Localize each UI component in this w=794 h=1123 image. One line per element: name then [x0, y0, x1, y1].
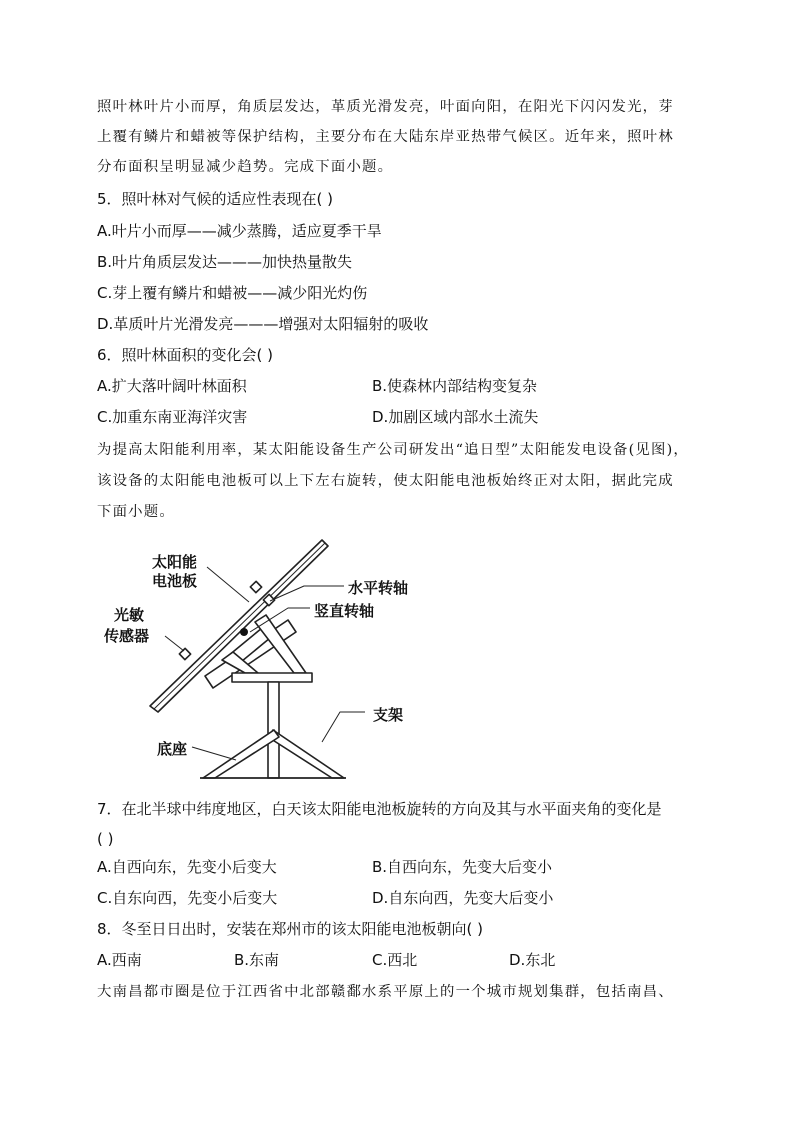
question-6-stem: 6．照叶林面积的变化会( ) — [97, 346, 274, 364]
question-8-option-b: B.东南 — [234, 951, 280, 969]
passage2-line: 为提高太阳能利用率，某太阳能设备生产公司研发出“追日型”太阳能发电设备(见图)， — [97, 442, 690, 458]
passage1-line: 上覆有鳞片和蜡被等保护结构，主要分布在大陆东岸亚热带气候区。近年来，照叶林 — [97, 129, 674, 145]
question-5-option-a: A.叶片小而厚——减少蒸腾，适应夏季干旱 — [97, 222, 382, 240]
question-6-option-d: D.加剧区域内部水土流失 — [372, 408, 539, 426]
label-support: 支架 — [373, 706, 404, 724]
question-8-option-d: D.东北 — [509, 951, 556, 969]
passage2-line: 下面小题。 — [97, 504, 175, 520]
question-7-option-a: A.自西向东，先变小后变大 — [97, 858, 277, 876]
question-7-stem-cont: ( ) — [97, 830, 114, 848]
label-vertical-axis: 竖直转轴 — [314, 602, 375, 620]
question-8-option-c: C.西北 — [372, 951, 418, 969]
passage3-line: 大南昌都市圈是位于江西省中北部赣鄱水系平原上的一个城市规划集群，包括南昌、 — [97, 984, 674, 1000]
label-solar-panel: 太阳能 — [152, 553, 198, 571]
passage2-line: 该设备的太阳能电池板可以上下左右旋转，使太阳能电池板始终正对太阳，据此完成 — [97, 473, 674, 489]
question-6-option-a: A.扩大落叶阔叶林面积 — [97, 377, 247, 395]
question-8-stem: 8．冬至日日出时，安装在郑州市的该太阳能电池板朝向( ) — [97, 920, 484, 938]
question-7-stem: 7．在北半球中纬度地区，白天该太阳能电池板旋转的方向及其与水平面夹角的变化是 — [97, 800, 662, 818]
label-solar-panel: 电池板 — [152, 572, 198, 590]
question-7-option-d: D.自东向西，先变大后变小 — [372, 889, 554, 907]
mount-plate — [232, 673, 312, 682]
passage1-line: 分布面积呈明显减少趋势。完成下面小题。 — [97, 159, 394, 175]
question-8-option-a: A.西南 — [97, 951, 142, 969]
question-5-option-d: D.革质叶片光滑发亮———增强对太阳辐射的吸收 — [97, 315, 429, 333]
question-6-option-b: B.使森林内部结构变复杂 — [372, 377, 538, 395]
question-5-option-c: C.芽上覆有鳞片和蜡被——减少阳光灼伤 — [97, 284, 368, 302]
light-sensor — [179, 648, 190, 659]
question-7-option-b: B.自西向东，先变大后变小 — [372, 858, 553, 876]
label-light-sensor: 光敏 — [114, 606, 145, 624]
passage1-line: 照叶林叶片小而厚，角质层发达，革质光滑发亮，叶面向阳，在阳光下闪闪发光，芽 — [97, 99, 674, 115]
question-6-option-c: C.加重东南亚海洋灾害 — [97, 408, 248, 426]
label-horizontal-axis: 水平转轴 — [348, 579, 409, 597]
panel-mount-bracket — [250, 581, 261, 592]
question-7-option-c: C.自东向西，先变小后变大 — [97, 889, 278, 907]
question-5-stem: 5．照叶林对气候的适应性表现在( ) — [97, 190, 334, 208]
vertical-axis-pivot — [240, 628, 248, 636]
label-light-sensor: 传感器 — [104, 627, 150, 645]
label-base: 底座 — [157, 740, 188, 758]
question-5-option-b: B.叶片角质层发达———加快热量散失 — [97, 253, 353, 271]
